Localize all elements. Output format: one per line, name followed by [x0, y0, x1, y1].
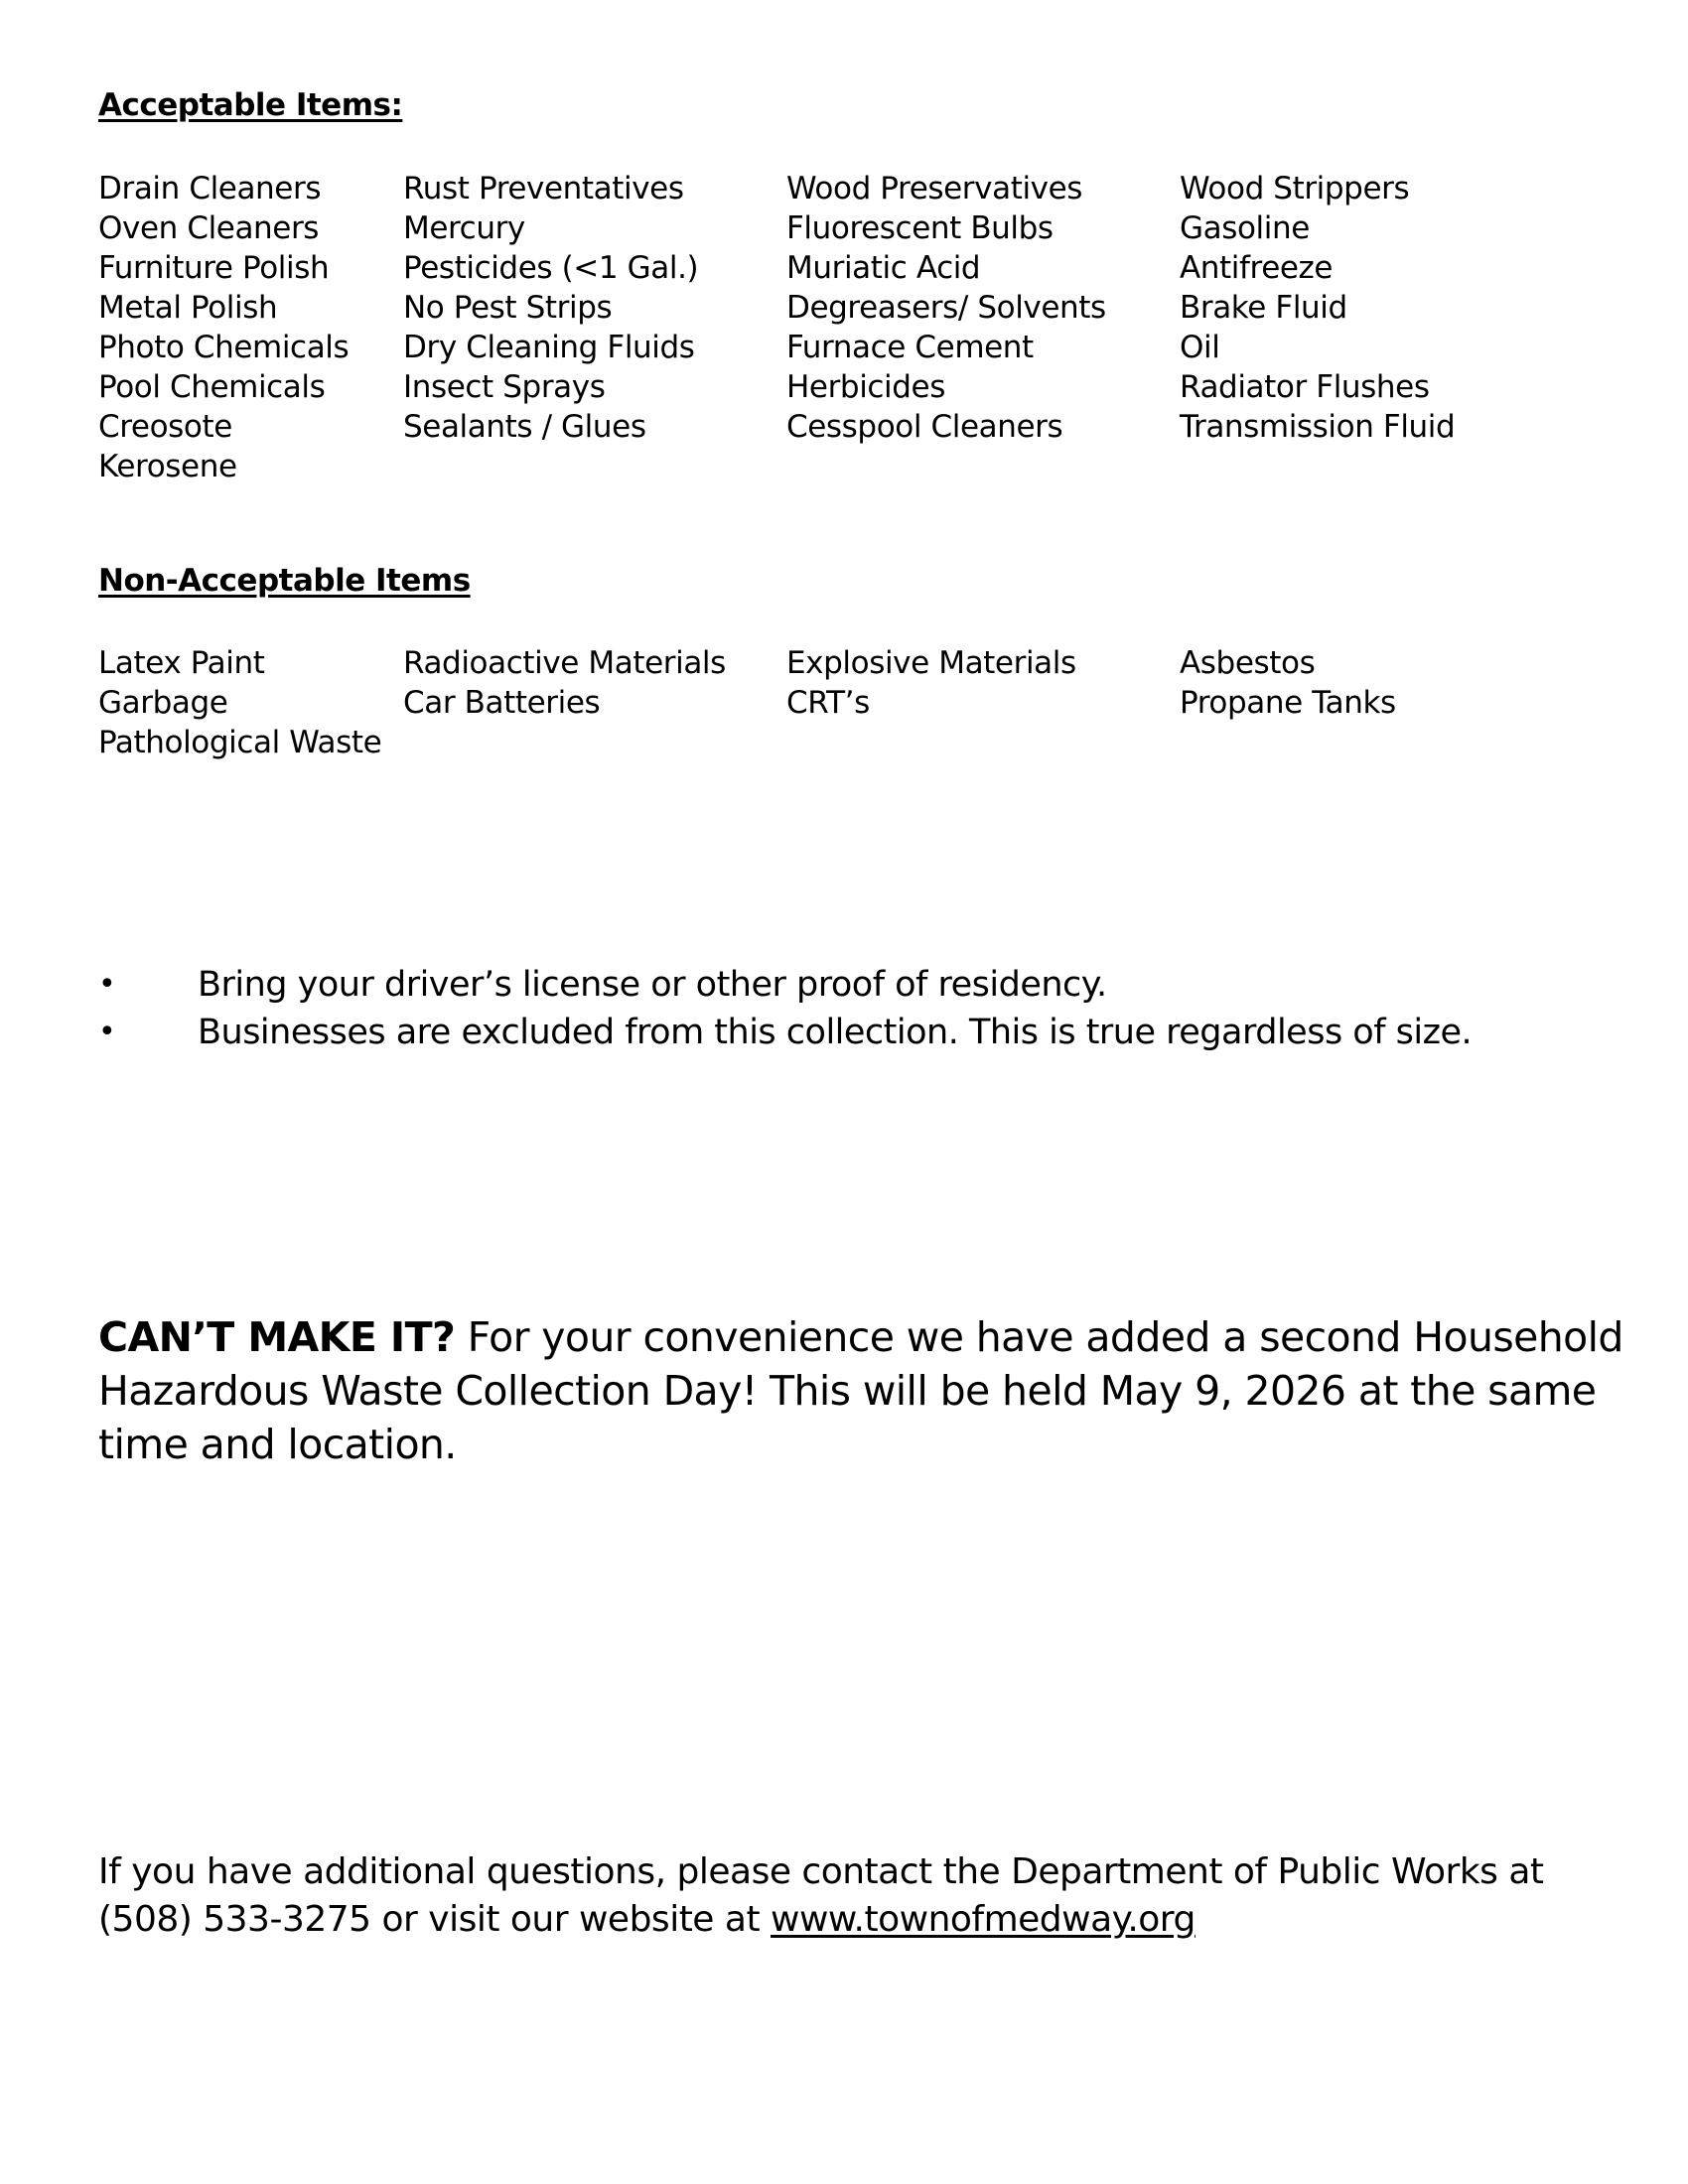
acceptable-item: Dry Cleaning Fluids: [403, 330, 695, 365]
acceptable-item: Kerosene: [98, 449, 237, 484]
acceptable-column-2: [403, 169, 698, 447]
non-acceptable-column-2: [403, 643, 726, 723]
acceptable-item: Gasoline: [1180, 210, 1310, 246]
non-acceptable-item: Propane Tanks: [1180, 685, 1396, 721]
acceptable-item: Antifreeze: [1180, 250, 1334, 286]
non-acceptable-item: Latex Paint: [98, 645, 265, 681]
acceptable-item: Sealants / Glues: [403, 409, 646, 445]
second-collection-day-notice: [98, 1310, 1627, 1471]
acceptable-item: Brake Fluid: [1180, 290, 1347, 326]
acceptable-item: Oil: [1180, 330, 1220, 365]
non-acceptable-column-4: [1180, 643, 1396, 723]
non-acceptable-item: Asbestos: [1180, 645, 1316, 681]
non-acceptable-item: CRT’s: [786, 685, 870, 721]
acceptable-item: Degreasers/ Solvents: [786, 290, 1106, 326]
acceptable-item: Photo Chemicals: [98, 330, 350, 365]
non-acceptable-item: Car Batteries: [403, 685, 601, 721]
acceptable-item: Fluorescent Bulbs: [786, 210, 1054, 246]
acceptable-item: Wood Preservatives: [786, 171, 1083, 206]
non-acceptable-item: Explosive Materials: [786, 645, 1076, 681]
acceptable-item: Transmission Fluid: [1180, 409, 1456, 445]
non-acceptable-items-heading: Non-Acceptable Items: [98, 563, 471, 599]
bullet-icon: •: [98, 1015, 116, 1049]
acceptable-item: Pesticides (<1 Gal.): [403, 250, 699, 286]
acceptable-item: No Pest Strips: [403, 290, 613, 326]
acceptable-item: Cesspool Cleaners: [786, 409, 1063, 445]
instruction-text: Bring your driver’s license or other proof of residency.: [198, 965, 1107, 1005]
acceptable-item: Muriatic Acid: [786, 250, 981, 286]
acceptable-item: Furniture Polish: [98, 250, 330, 286]
contact-paragraph: [98, 1848, 1647, 1944]
instruction-text: Businesses are excluded from this collection. This is true regardless of size.: [198, 1013, 1473, 1052]
notice-body: For your convenience we have added a second Household Hazardous Waste Collection Day! This will be held May 9, 2026 at the same time and location.: [98, 1313, 1623, 1468]
acceptable-item: Oven Cleaners: [98, 210, 320, 246]
notice-lead: CAN’T MAKE IT?: [98, 1313, 456, 1361]
acceptable-item: Insect Sprays: [403, 369, 606, 405]
website-link[interactable]: www.townofmedway.org: [771, 1899, 1196, 1940]
acceptable-items-heading: Acceptable Items:: [98, 87, 403, 123]
acceptable-column-3: [786, 169, 1106, 447]
acceptable-item: Wood Strippers: [1180, 171, 1410, 206]
acceptable-item: Drain Cleaners: [98, 171, 322, 206]
non-acceptable-column-1: [98, 643, 381, 762]
acceptable-column-1: [98, 169, 349, 486]
non-acceptable-item: Garbage: [98, 685, 228, 721]
non-acceptable-column-3: [786, 643, 1076, 723]
acceptable-item: Creosote: [98, 409, 232, 445]
acceptable-item: Metal Polish: [98, 290, 278, 326]
acceptable-item: Furnace Cement: [786, 330, 1034, 365]
bullet-icon: •: [98, 967, 116, 1002]
acceptable-item: Rust Preventatives: [403, 171, 684, 206]
non-acceptable-item: Radioactive Materials: [403, 645, 726, 681]
acceptable-item: Mercury: [403, 210, 525, 246]
acceptable-column-4: [1180, 169, 1455, 447]
contact-text: If you have additional questions, please contact the Department of Public Works at (508) 533-3275 or visit our website at: [98, 1851, 1544, 1940]
acceptable-item: Radiator Flushes: [1180, 369, 1430, 405]
acceptable-item: Herbicides: [786, 369, 945, 405]
non-acceptable-item: Pathological Waste: [98, 725, 382, 760]
acceptable-item: Pool Chemicals: [98, 369, 326, 405]
